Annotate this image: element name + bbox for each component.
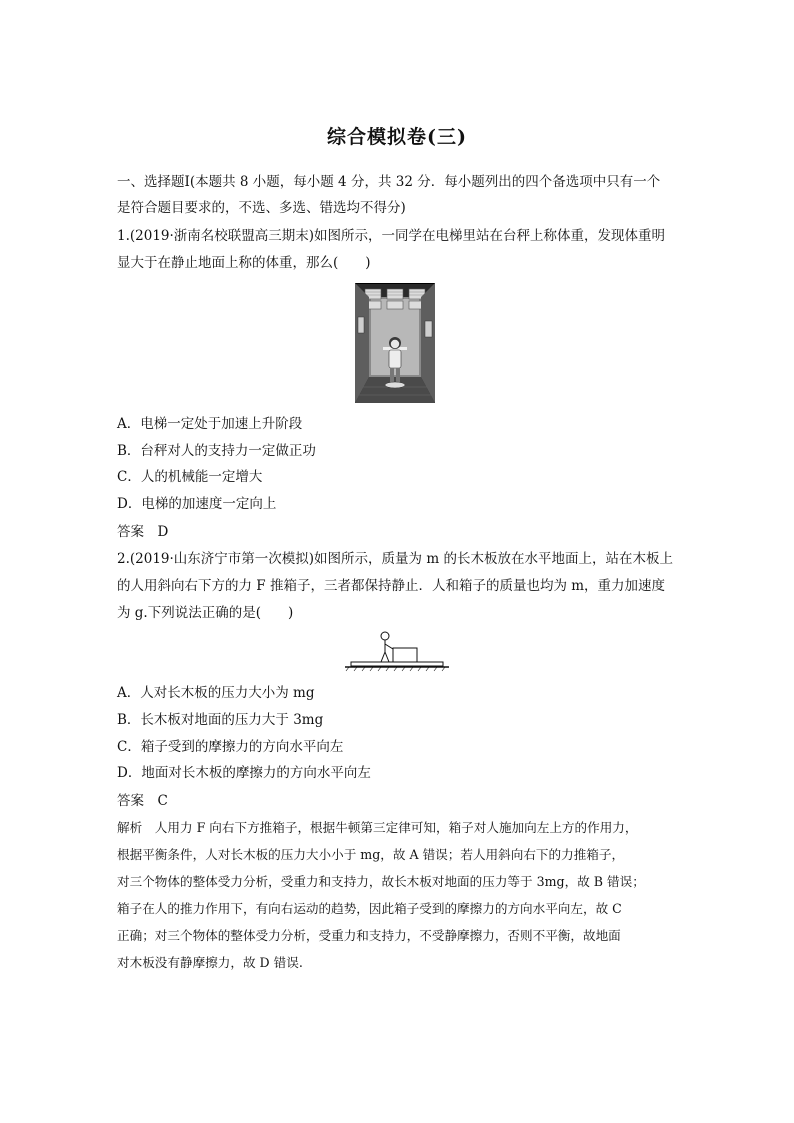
q2-analysis-line-5: 正确；对三个物体的整体受力分析，受重力和支持力，不受静摩擦力，否则不平衡，故地面: [117, 928, 621, 943]
q2-analysis-line-6: 对木板没有静摩擦力，故 D 错误.: [117, 955, 303, 970]
q1-option-b: B．台秤对人的支持力一定做正功: [117, 443, 316, 459]
q2-stem-line-1: 2.(2019·山东济宁市第一次模拟)如图所示，质量为 m 的长木板放在水平地面上，站在木板上: [117, 551, 673, 567]
q2-analysis-line-4: 箱子在人的推力作用下，有向右运动的趋势，因此箱子受到的摩擦力的方向水平向左，故 C: [117, 901, 622, 916]
q2-option-c: C．箱子受到的摩擦力的方向水平向左: [117, 739, 344, 755]
q2-option-d: D．地面对长木板的摩擦力的方向水平向左: [117, 765, 371, 781]
q1-stem-line-1: 1.(2019·浙南名校联盟高三期末)如图所示，一同学在电梯里站在台秤上称体重，发现体重明: [117, 228, 666, 244]
page-title: 综合模拟卷(三): [327, 126, 467, 148]
q2-analysis-line-2: 根据平衡条件，人对长木板的压力大小小于 mg，故 A 错误；若人用斜向右下的力推箱子，: [117, 847, 625, 862]
elevator-figure: [355, 283, 435, 403]
q2-analysis-line-3: 对三个物体的整体受力分析，受重力和支持力，故长木板对地面的压力等于 3mg，故 B 错误；: [117, 874, 645, 889]
q2-answer: 答案 C: [117, 793, 168, 809]
q1-option-c: C．人的机械能一定增大: [117, 469, 263, 485]
q2-stem-line-2: 的人用斜向右下方的力 F 推箱子，三者都保持静止．人和箱子的质量也均为 m，重力加速度: [117, 578, 666, 594]
section-header-line-1: 一、选择题Ⅰ(本题共 8 小题，每小题 4 分，共 32 分．每小题列出的四个备选项中只有一个: [117, 174, 661, 190]
q2-option-b: B．长木板对地面的压力大于 3mg: [117, 712, 324, 728]
q1-answer: 答案 D: [117, 524, 169, 540]
plank-box-figure: [343, 630, 451, 672]
q1-option-a: A．电梯一定处于加速上升阶段: [117, 416, 303, 432]
q1-stem-line-2: 显大于在静止地面上称的体重，那么( ): [117, 255, 371, 271]
q2-stem-line-3: 为 g.下列说法正确的是( ): [117, 605, 294, 621]
q2-option-a: A．人对长木板的压力大小为 mg: [117, 685, 315, 701]
q1-option-d: D．电梯的加速度一定向上: [117, 496, 277, 512]
section-header-line-2: 是符合题目要求的，不选、多选、错选均不得分): [117, 200, 406, 216]
q2-analysis-line-1: 解析 人用力 F 向右下方推箱子，根据牛顿第三定律可知，箱子对人施加向左上方的作用力，: [117, 820, 638, 835]
